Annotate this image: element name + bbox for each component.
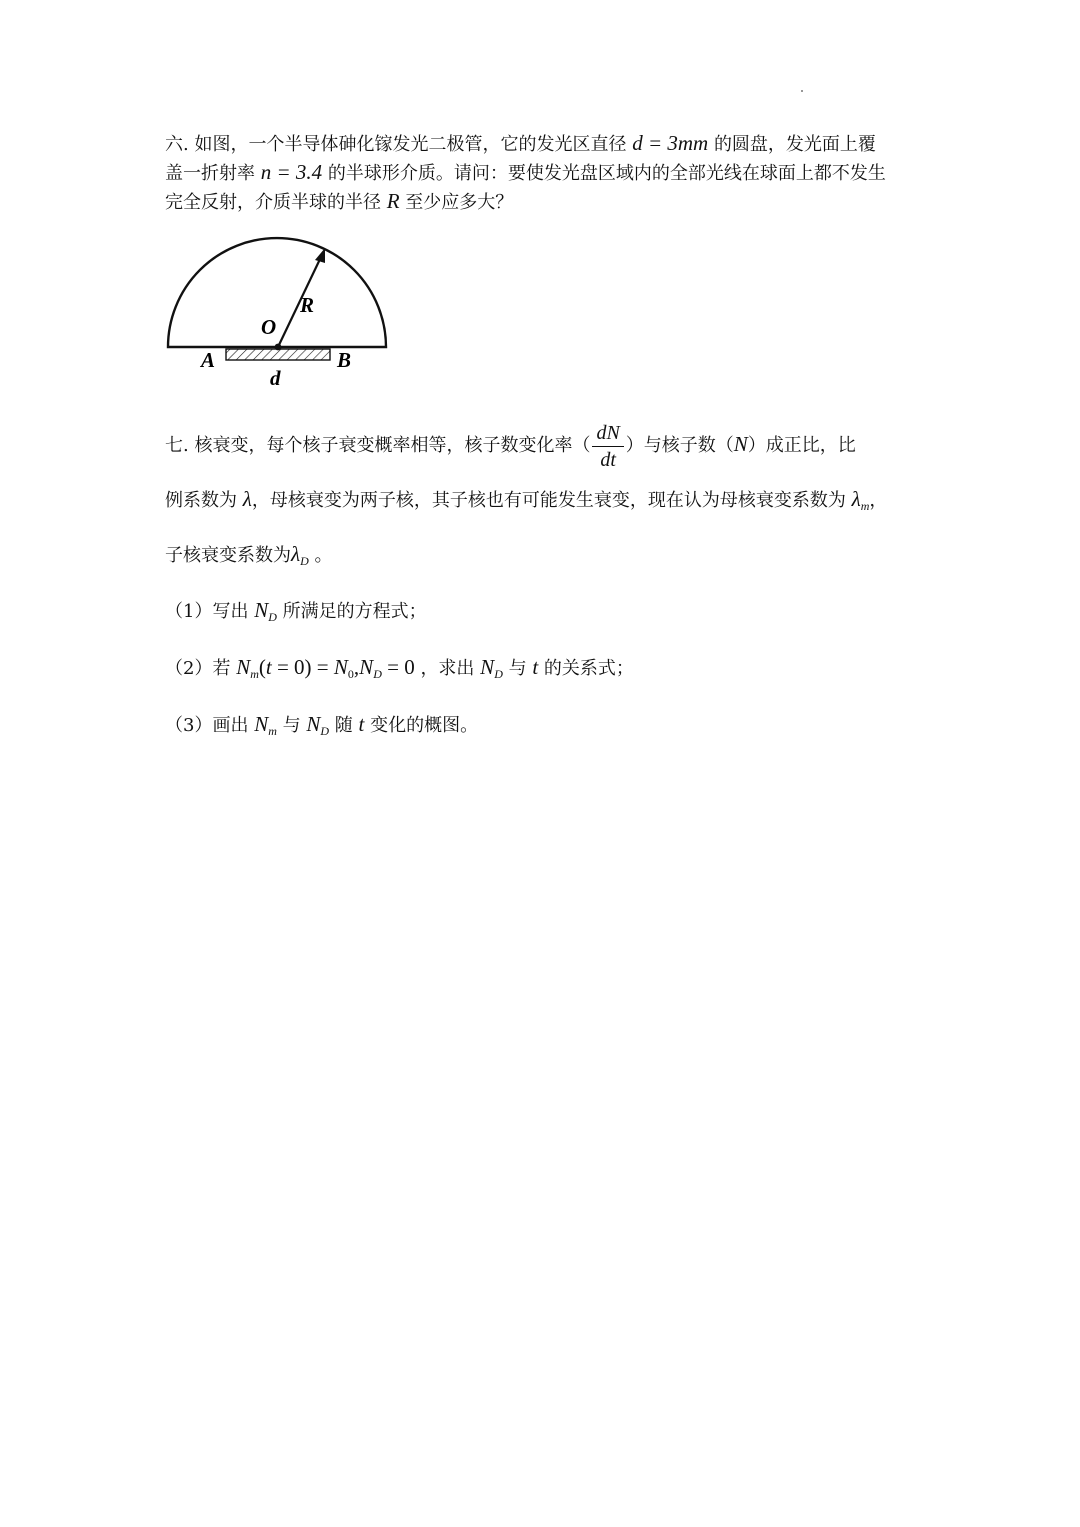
part2-text-a: （2）若	[165, 658, 231, 679]
q6-text-1b: 的圆盘，发光面上覆	[713, 134, 876, 155]
symbol-N-D: N	[254, 598, 269, 622]
symbol-N-m: N	[236, 655, 251, 679]
q6-diameter-formula: d = 3mm	[632, 131, 709, 155]
part3-text-c: 随	[334, 715, 353, 736]
q7-text-2b: ，母核衰变为两子核，其子核也有可能发生衰变，现在认为母核衰变系数为	[251, 490, 846, 511]
subscript-m: m	[250, 667, 259, 681]
stray-dot	[801, 90, 803, 92]
label-R: R	[300, 293, 315, 317]
subscript-m: m	[268, 724, 277, 738]
q6-index-formula: n = 3.4	[260, 160, 323, 184]
radius-arrow-head	[315, 248, 325, 263]
q6-text-1a: 六. 如图，一个半导体砷化镓发光二极管，它的发光区直径	[165, 134, 627, 155]
subscript-D: D	[494, 667, 503, 681]
emitter-disc	[226, 349, 330, 360]
q6-text-3b: 至少应多大？	[405, 192, 514, 213]
q7-text-1a: 七. 核衰变，每个核子衰变概率相等，核子数变化率（	[165, 435, 591, 456]
part1-text-b: 所满足的方程式；	[282, 601, 427, 622]
q7-line-2	[165, 486, 887, 514]
subscript-D: D	[300, 554, 309, 568]
subscript-D: D	[373, 667, 382, 681]
q7-part-3	[165, 711, 478, 739]
q7-part-1	[165, 597, 427, 625]
symbol-N-m: N	[254, 712, 269, 736]
q6-text-2a: 盖一折射率	[165, 163, 255, 184]
subscript-m: m	[860, 499, 870, 513]
hemisphere-diagram	[160, 232, 400, 394]
part2-text-c: 与	[508, 658, 527, 679]
symbol-N-0: N	[333, 655, 348, 679]
label-A: A	[201, 348, 216, 372]
symbol-t: t	[532, 655, 539, 679]
fraction-numerator: dN	[592, 420, 623, 447]
q7-line-1	[165, 414, 856, 476]
symbol-N-D: N	[480, 655, 495, 679]
label-d: d	[270, 366, 281, 390]
center-point	[275, 344, 282, 351]
q6-text-3a: 完全反射，介质半球的半径	[165, 192, 381, 213]
q7-text-3a: 子核衰变系数为	[165, 545, 291, 566]
q7-part-2: （2）若 $N_m(t = 0) = N_0,N_D = 0$ ，求出 $N_D$ 与 t 的关系式；	[165, 655, 634, 681]
q6-radius-symbol: R	[386, 189, 400, 213]
q7-text-2a: 例系数为	[165, 490, 237, 511]
fraction-denominator: dt	[600, 448, 616, 471]
q6-line-3	[165, 188, 513, 216]
part1-text-a: （1）写出	[165, 601, 249, 622]
label-B: B	[337, 348, 352, 372]
symbol-t: t	[358, 712, 365, 736]
label-O: O	[261, 315, 277, 339]
symbol-lambda-D: λ	[291, 542, 301, 566]
q7-text-3b: 。	[314, 545, 333, 566]
symbol-t: t	[265, 655, 272, 679]
q7-text-1c: ）成正比，比	[747, 435, 856, 456]
subscript-0: 0	[347, 667, 354, 681]
rate-fraction	[592, 420, 623, 473]
symbol-N: N	[733, 432, 748, 456]
q7-text-2c: ，	[869, 490, 888, 511]
q6-line-2	[165, 159, 886, 187]
part2-text-d: 的关系式；	[543, 658, 634, 679]
symbol-lambda-m: λ	[851, 487, 861, 511]
symbol-N-D: N	[306, 712, 321, 736]
part3-text-d: 变化的概图。	[370, 715, 479, 736]
q7-text-1b: ）与核子数（	[625, 435, 734, 456]
q6-line-1	[165, 130, 876, 158]
q6-text-2b: 的半球形介质。请问：要使发光盘区域内的全部光线在球面上都不发生	[327, 163, 886, 184]
paren-open: (	[258, 655, 266, 679]
subscript-D: D	[320, 724, 330, 738]
symbol-lambda: λ	[242, 487, 252, 511]
equals-zero: = 0) =	[271, 655, 334, 679]
part3-text-a: （3）画出	[165, 715, 249, 736]
q7-line-3	[165, 541, 333, 569]
symbol-N-D: N	[359, 655, 374, 679]
hemisphere-outline	[168, 238, 386, 347]
equals-zero-2: = 0	[381, 655, 415, 679]
part2-text-b: ，求出	[420, 658, 475, 679]
subscript-D: D	[268, 610, 277, 624]
part3-text-b: 与	[282, 715, 301, 736]
